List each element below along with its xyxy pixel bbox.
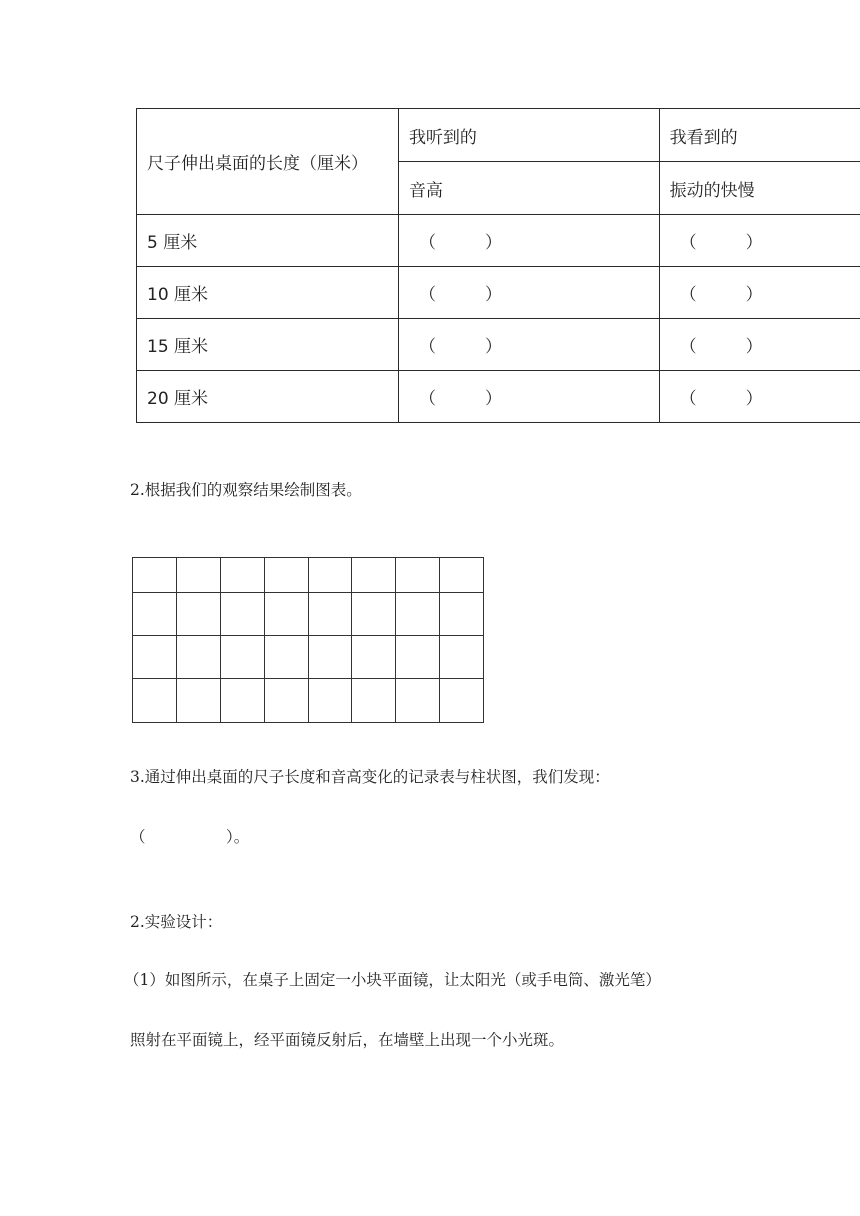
header-heard: 我听到的: [398, 109, 659, 162]
table-row: [137, 267, 860, 319]
close-paren: ）: [484, 337, 502, 357]
close-paren: ）: [745, 337, 763, 357]
open-paren: （: [679, 337, 697, 357]
answer-open-paren: （: [130, 828, 146, 846]
answer-close-paren: ）。: [226, 828, 250, 846]
pitch-answer-blank[interactable]: [398, 215, 659, 267]
question-3-text: 3.通过伸出桌面的尺子长度和音高变化的记录表与柱状图，我们发现：: [130, 768, 610, 786]
row-length: 10 厘米: [137, 267, 399, 319]
close-paren: ）: [745, 233, 763, 253]
subheader-vibration-speed: 振动的快慢: [659, 162, 860, 215]
table-header-row: [137, 109, 860, 162]
open-paren: （: [418, 337, 436, 357]
close-paren: ）: [745, 285, 763, 305]
open-paren: （: [418, 389, 436, 409]
vibration-answer-blank[interactable]: [659, 267, 860, 319]
table-row: [137, 215, 860, 267]
row-length: 15 厘米: [137, 319, 399, 371]
subheader-pitch: 音高: [398, 162, 659, 215]
close-paren: ）: [484, 285, 502, 305]
design-title: 2.实验设计：: [130, 913, 223, 931]
vibration-answer-blank[interactable]: [659, 215, 860, 267]
pitch-answer-blank[interactable]: [398, 267, 659, 319]
header-seen: 我看到的: [659, 109, 860, 162]
design-step-1-line-2: 照射在平面镜上，经平面镜反射后，在墙壁上出现一个小光斑。: [130, 1031, 565, 1049]
open-paren: （: [679, 233, 697, 253]
question-3-answer-blank[interactable]: [130, 825, 270, 847]
row-length: 20 厘米: [137, 371, 399, 423]
pitch-answer-blank[interactable]: [398, 319, 659, 371]
observation-table: [136, 108, 860, 423]
open-paren: （: [679, 285, 697, 305]
question-2-text: 2.根据我们的观察结果绘制图表。: [130, 481, 362, 499]
close-paren: ）: [745, 389, 763, 409]
table-row: [137, 371, 860, 423]
blank-chart-grid[interactable]: [132, 557, 484, 723]
open-paren: （: [418, 285, 436, 305]
row-length: 5 厘米: [137, 215, 399, 267]
header-ruler-length: 尺子伸出桌面的长度（厘米）: [137, 109, 399, 215]
pitch-answer-blank[interactable]: [398, 371, 659, 423]
table-row: [137, 319, 860, 371]
design-step-1-line-1: （1）如图所示，在桌子上固定一小块平面镜，让太阳光（或手电筒、激光笔）: [124, 971, 661, 989]
close-paren: ）: [484, 233, 502, 253]
close-paren: ）: [484, 389, 502, 409]
open-paren: （: [679, 389, 697, 409]
vibration-answer-blank[interactable]: [659, 371, 860, 423]
open-paren: （: [418, 233, 436, 253]
vibration-answer-blank[interactable]: [659, 319, 860, 371]
